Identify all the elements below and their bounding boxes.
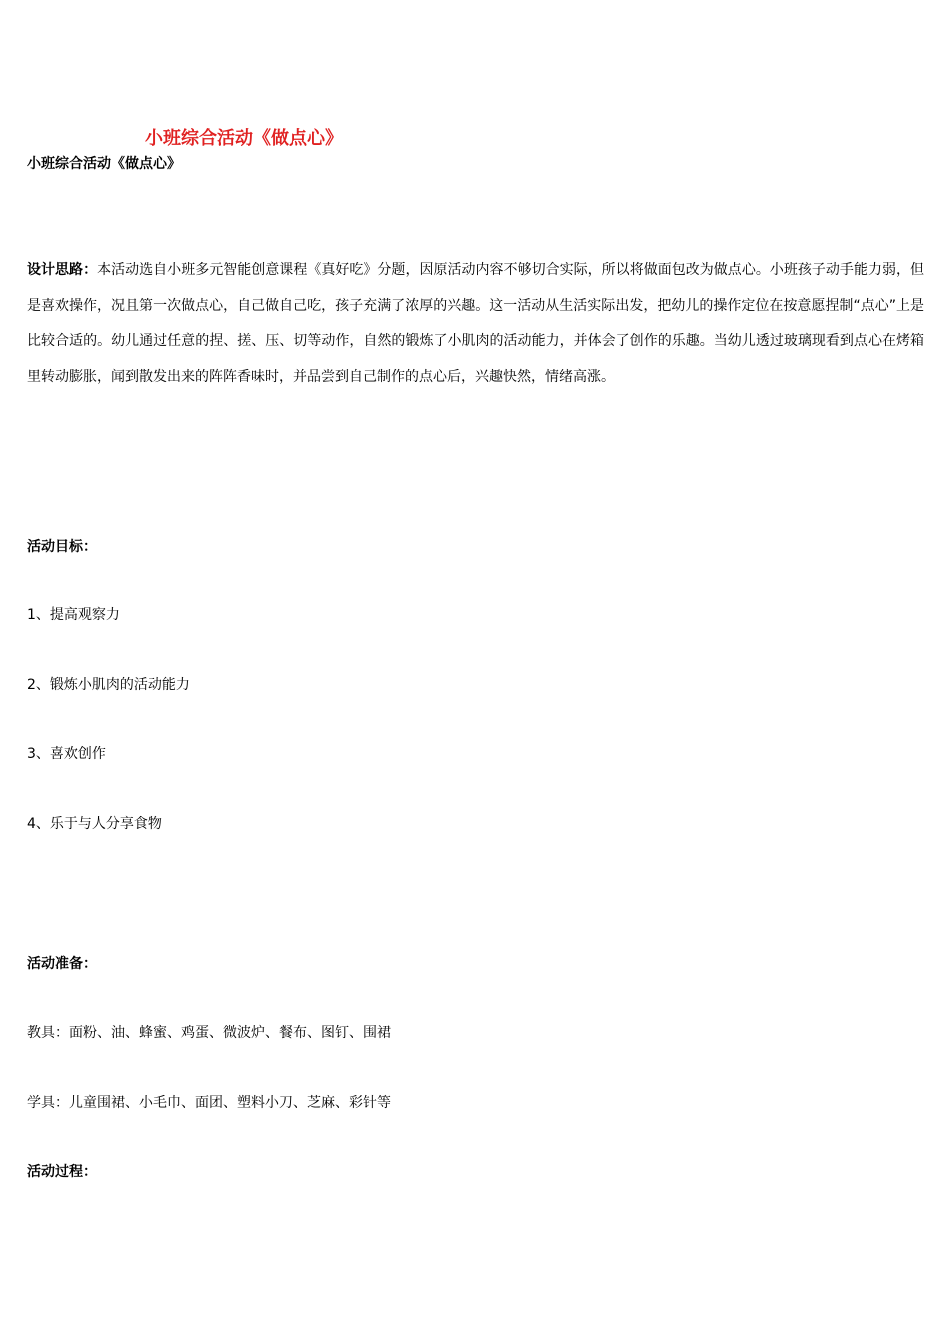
prep-student-materials: 学具：儿童围裙、小毛巾、面团、塑料小刀、芝麻、彩针等 <box>27 1095 391 1111</box>
prep-heading: 活动准备： <box>27 956 97 972</box>
design-label: 设计思路： <box>27 262 98 278</box>
goal-item-1: 1、提高观察力 <box>27 607 120 623</box>
document-title: 小班综合活动《做点心》 <box>145 128 343 149</box>
goal-item-2: 2、锻炼小肌肉的活动能力 <box>27 677 190 693</box>
goal-item-3: 3、喜欢创作 <box>27 746 106 762</box>
design-paragraph <box>27 253 924 395</box>
design-text: 本活动选自小班多元智能创意课程《真好吃》分题，因原活动内容不够切合实际，所以将做面包改为做点心。小班孩子动手能力弱，但是喜欢操作，况且第一次做点心，自己做自己吃，孩子充满了浓厚的兴趣。这一活动从生活实际出发，把幼儿的操作定位在按意愿捏制“点心”上是比较合适的。幼儿通过任意的捏、搓、压、切等动作，自然的锻炼了小肌肉的活动能力，并体会了创作的乐趣。当幼儿透过玻璃现看到点心在烤箱里转动膨胀，闻到散发出来的阵阵香味时，并品尝到自己制作的点心后，兴趣快然，情绪高涨。 <box>27 262 925 385</box>
document-subtitle: 小班综合活动《做点心》 <box>27 156 181 172</box>
process-heading: 活动过程： <box>27 1164 97 1180</box>
prep-teacher-materials: 教具：面粉、油、蜂蜜、鸡蛋、微波炉、餐布、图钉、围裙 <box>27 1025 391 1041</box>
goals-heading: 活动目标： <box>27 539 97 555</box>
goal-item-4: 4、乐于与人分享食物 <box>27 816 162 832</box>
